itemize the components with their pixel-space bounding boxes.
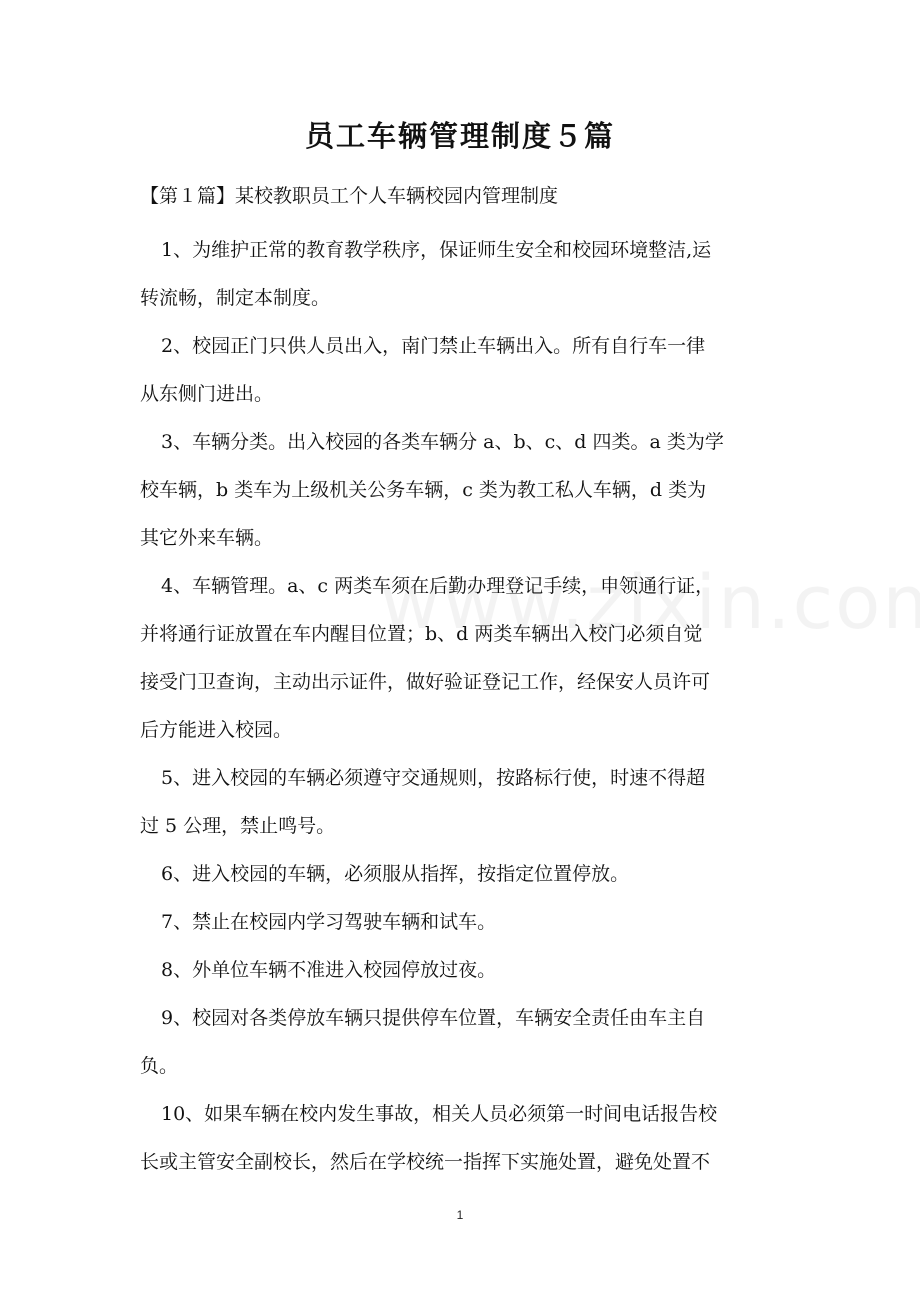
paragraph-line: 1、为维护正常的教育教学秩序，保证师生安全和校园环境整洁,运 [161, 239, 712, 261]
paragraph-line: 9、校园对各类停放车辆只提供停车位置，车辆安全责任由车主自 [161, 1007, 706, 1029]
document-body [140, 226, 784, 1186]
paragraph-line: 6、进入校园的车辆，必须服从指挥，按指定位置停放。 [161, 863, 630, 885]
paragraph-line: 7、禁止在校园内学习驾驶车辆和试车。 [161, 911, 497, 933]
paragraph-line: 其它外来车辆。 [140, 527, 274, 549]
paragraph-line: 2、校园正门只供人员出入，南门禁止车辆出入。所有自行车一律 [161, 335, 706, 357]
watermark-text [380, 560, 920, 646]
page-number: 1 [456, 1208, 464, 1222]
paragraph-line: 3、车辆分类。出入校园的各类车辆分 a、b、c、d 四类。a 类为学 [161, 431, 724, 453]
paragraph-line: 8、外单位车辆不准进入校园停放过夜。 [161, 959, 497, 981]
paragraph-line: 长或主管安全副校长，然后在学校统一指挥下实施处置，避免处置不 [140, 1151, 711, 1173]
paragraph-line: 5、进入校园的车辆必须遵守交通规则，按路标行使，时速不得超 [161, 767, 706, 789]
paragraph-line: 从东侧门进出。 [140, 383, 274, 405]
section-heading: 【第１篇】某校教职员工个人车辆校园内管理制度 [140, 185, 559, 207]
paragraph-line: 并将通行证放置在车内醒目位置；b、d 两类车辆出入校门必须自觉 [140, 623, 703, 645]
paragraph-line: 10、如果车辆在校内发生事故，相关人员必须第一时间电话报告校 [161, 1103, 718, 1125]
paragraph-line: 转流畅，制定本制度。 [140, 287, 331, 309]
paragraph-line: 过 5 公理，禁止鸣号。 [140, 815, 336, 837]
document-title: 员工车辆管理制度５篇 [304, 119, 615, 153]
paragraph-line: 校车辆，b 类车为上级机关公务车辆，c 类为教工私人车辆，d 类为 [140, 479, 707, 501]
paragraph-line: 4、车辆管理。a、c 两类车须在后勤办理登记手续，申领通行证， [161, 575, 715, 597]
paragraph-line: 接受门卫查询，主动出示证件，做好验证登记工作，经保安人员许可 [140, 671, 711, 693]
paragraph-line: 后方能进入校园。 [140, 719, 293, 741]
paragraph-line: 负。 [140, 1055, 179, 1077]
